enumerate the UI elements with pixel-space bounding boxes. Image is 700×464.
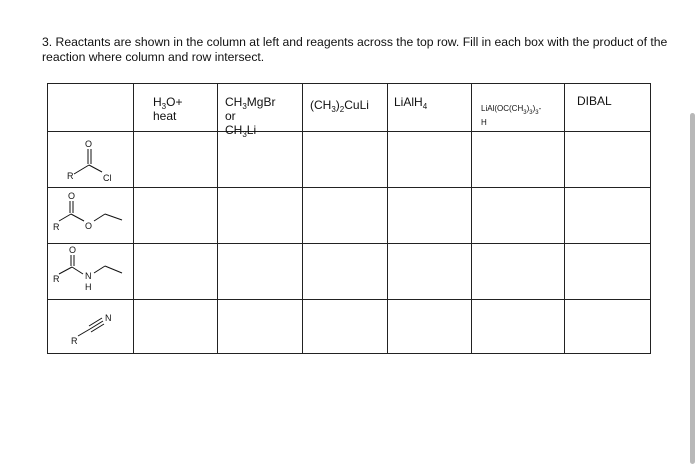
answer-cell[interactable] [134, 132, 217, 187]
answer-cell[interactable] [303, 132, 387, 187]
chlorine-label: Cl [103, 173, 112, 183]
answer-cell[interactable] [472, 132, 564, 187]
nitrogen-label: N [85, 271, 92, 281]
reagent-text: heat [153, 109, 177, 123]
reagent-subscript: 3 [242, 102, 247, 111]
reagent-subscript: 3 [331, 105, 336, 114]
reagent-text: LiAl(OC(CH [481, 104, 524, 113]
answer-cell[interactable] [472, 188, 564, 243]
reagent-text: ) [526, 104, 530, 113]
reagent-text: H [153, 95, 162, 109]
answer-cell[interactable] [218, 132, 302, 187]
reagent-subscript: 2 [339, 105, 345, 114]
answer-cell[interactable] [303, 188, 387, 243]
hydrogen-label: H [85, 282, 92, 292]
acid-chloride-structure [47, 132, 133, 187]
reagent-header-lialh4 [394, 95, 427, 109]
nitrile-structure [47, 300, 133, 354]
carbonyl-oxygen-label: O [85, 139, 93, 149]
reagent-text: ) [335, 98, 340, 112]
reagent-text: MgBr or [225, 95, 276, 123]
carbonyl-oxygen-label: O [68, 191, 76, 201]
answer-cell[interactable] [565, 188, 651, 243]
answer-cell[interactable] [303, 244, 387, 299]
header-corner-cell [47, 83, 133, 131]
reagent-subscript: 3 [523, 110, 527, 116]
answer-cell[interactable] [388, 244, 471, 299]
reagent-text: CH [225, 95, 243, 109]
reagent-subscript: 3 [161, 102, 167, 111]
reagent-text: CH [225, 123, 243, 137]
reagent-subscript: 3 [535, 110, 539, 116]
reagent-header-dibal [577, 94, 612, 108]
reagent-header-gilman [310, 98, 369, 112]
question-text: 3. Reactants are shown in the column at left and reagents across the top row. Fill in each box with the product of the reaction where column and row intersect. [42, 35, 668, 64]
reagent-text: LiAlH [394, 95, 423, 109]
reagent-header-h3o-heat [153, 95, 182, 123]
answer-cell[interactable] [134, 300, 217, 354]
reagent-header-lialotbu3h [481, 102, 541, 130]
r-group-label: R [53, 222, 60, 232]
answer-cell[interactable] [472, 244, 564, 299]
vertical-scrollbar[interactable] [690, 113, 695, 464]
ester-structure [47, 188, 133, 243]
answer-cell[interactable] [218, 244, 302, 299]
answer-cell[interactable] [472, 300, 564, 354]
answer-cell[interactable] [565, 132, 651, 187]
answer-cell[interactable] [565, 244, 651, 299]
reagent-text: Li [246, 123, 257, 137]
carbonyl-oxygen-label: O [69, 245, 77, 255]
answer-cell[interactable] [303, 300, 387, 354]
r-group-label: R [71, 336, 78, 346]
reagent-text: CuLi [344, 98, 369, 112]
amide-structure [47, 244, 133, 299]
reagent-subscript: 4 [422, 102, 428, 111]
answer-cell[interactable] [565, 300, 651, 354]
reagent-text: (CH [310, 98, 332, 112]
reagent-header-grignard-organolithium [225, 95, 275, 137]
r-group-label: R [67, 171, 74, 181]
nitrile-nitrogen-label: N [105, 313, 112, 323]
reagent-subscript: 3 [529, 110, 533, 116]
answer-cell[interactable] [388, 188, 471, 243]
reagent-subscript: 3 [242, 130, 247, 139]
answer-cell[interactable] [134, 188, 217, 243]
reagent-text: -H [481, 104, 542, 127]
answer-cell[interactable] [218, 300, 302, 354]
answer-cell[interactable] [134, 244, 217, 299]
reagent-text: O+ [166, 95, 183, 109]
ester-oxygen-label: O [85, 221, 93, 231]
answer-cell[interactable] [218, 188, 302, 243]
answer-cell[interactable] [388, 132, 471, 187]
r-group-label: R [53, 274, 60, 284]
reagent-text: DIBAL [577, 94, 612, 108]
answer-cell[interactable] [388, 300, 471, 354]
reagent-text: ) [532, 104, 536, 113]
